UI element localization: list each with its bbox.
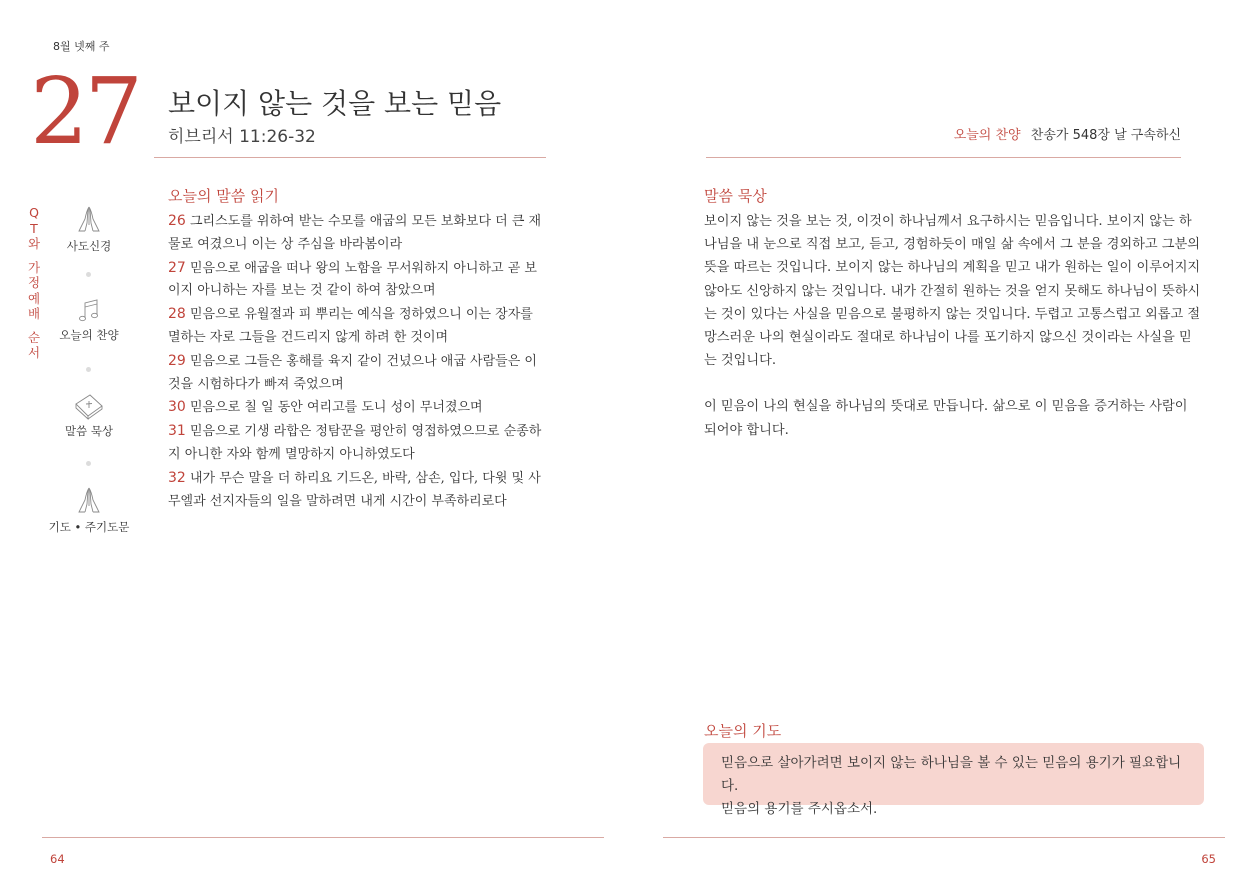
verse-number: 27 bbox=[168, 259, 186, 276]
nav-apostles-creed[interactable] bbox=[44, 205, 134, 254]
prayer-box bbox=[703, 743, 1204, 817]
qt-char: T bbox=[30, 220, 38, 236]
verse-number: 29 bbox=[168, 352, 186, 369]
verse-text: 믿음으로 칠 일 동안 여리고를 도니 성이 무너졌으며 bbox=[189, 400, 483, 416]
page-number-left: 64 bbox=[50, 852, 65, 866]
qt-char: 가 bbox=[27, 259, 41, 275]
qt-char: 와 bbox=[27, 236, 41, 251]
nav-label: 기도 • 주기도문 bbox=[48, 520, 130, 534]
qt-gap bbox=[27, 252, 41, 260]
nav-separator-dot bbox=[86, 461, 91, 466]
verse-number: 31 bbox=[168, 423, 186, 440]
hymn-label: 오늘의 찬양 bbox=[953, 128, 1021, 143]
verse-text: 내가 무슨 말을 더 하리요 기드온, 바락, 삼손, 입다, 다윗 및 사무엘과 선지자들의 일을 말하려면 내게 시간이 부족하리로다 bbox=[168, 470, 541, 509]
meditation-body bbox=[704, 210, 1202, 465]
nav-prayer-lords-prayer[interactable] bbox=[44, 486, 134, 535]
qt-char: 서 bbox=[27, 345, 41, 360]
page-title: 보이지 않는 것을 보는 믿음 bbox=[168, 87, 502, 120]
nav-word-meditation[interactable] bbox=[44, 392, 134, 439]
verse-text: 믿음으로 그들은 홍해를 육지 같이 건넜으나 애굽 사람들은 이것을 시험하다가 빠져 죽었으며 bbox=[168, 353, 537, 392]
verse-number: 30 bbox=[168, 399, 186, 416]
qt-char: 정 bbox=[27, 275, 41, 290]
qt-char: 배 bbox=[27, 306, 41, 321]
music-note-icon bbox=[77, 298, 101, 324]
todays-hymn bbox=[750, 124, 1181, 143]
nav-todays-hymn[interactable] bbox=[44, 298, 134, 343]
qt-worship-order-label bbox=[27, 205, 41, 361]
reading-heading: 오늘의 말씀 읽기 bbox=[168, 187, 279, 205]
meditation-paragraph: 이 믿음이 나의 현실을 하나님의 뜻대로 만듭니다. 삶으로 이 믿음을 증거하는 사람이 되어야 합니다. bbox=[704, 399, 1188, 438]
nav-label: 사도신경 bbox=[66, 239, 112, 253]
nav-label: 말씀 묵상 bbox=[64, 424, 114, 438]
hymn-value: 찬송가 548장 날 구속하신 bbox=[1030, 128, 1181, 143]
prayer-line: 믿음으로 살아가려면 보이지 않는 하나님을 볼 수 있는 믿음의 용기가 필요합니다. bbox=[721, 755, 1182, 794]
prayer-heading: 오늘의 기도 bbox=[704, 722, 782, 740]
meditation-paragraph: 보이지 않는 것을 보는 것, 이것이 하나님께서 요구하시는 믿음입니다. 보이지 않는 하나님을 내 눈으로 직접 보고, 듣고, 경험하듯이 매일 삶 속에서 그 분을 경외하고 그분의 뜻을 따르는 것입니다. 보이지 않는 하나님의 계획을 믿고 내가 원하는 일이 이루어지지 않아도 신앙하지 않는 것입니다. 내가 간절히 원하는 것을 얻지 못해도 하나님이 뜻하시는 것이 있다는 사실을 믿음으로 불평하지 않는 것입니다. 두렵고 고통스럽고 외롭고 절망스러운 나의 현실이라도 절대로 하나님이 나를 포기하지 않으신 것이라는 사실을 믿는 것입니다. bbox=[704, 214, 1201, 369]
scripture-verses bbox=[168, 210, 548, 513]
praying-hands-icon bbox=[75, 205, 103, 235]
verse-text: 믿음으로 애굽을 떠나 왕의 노함을 무서워하지 아니하고 곧 보이지 아니하는 자를 보는 것 같이 하여 참았으며 bbox=[168, 260, 537, 299]
qt-char: 순 bbox=[27, 329, 41, 345]
verse-text: 믿음으로 유월절과 피 뿌리는 예식을 정하였으니 이는 장자를 멸하는 자로 그들을 건드리지 않게 하려 한 것이며 bbox=[168, 307, 533, 345]
nav-separator-dot bbox=[86, 367, 91, 372]
qt-char: Q bbox=[29, 205, 39, 220]
bible-icon bbox=[73, 392, 105, 420]
qt-gap bbox=[27, 322, 41, 330]
verse-number: 28 bbox=[168, 306, 186, 323]
praying-hands-icon bbox=[75, 486, 103, 516]
verse-number: 26 bbox=[168, 213, 186, 229]
verse-text: 믿음으로 기생 라합은 정탐꾼을 평안히 영접하였으므로 순종하지 아니한 자와 함께 멸망하지 아니하였도다 bbox=[168, 424, 542, 462]
header-divider-right bbox=[706, 157, 1181, 158]
verse-text: 그리스도를 위하여 받는 수모를 애굽의 모든 보화보다 더 큰 재물로 여겼으니 이는 상 주심을 바라봄이라 bbox=[168, 214, 542, 252]
footer-divider-right bbox=[663, 837, 1225, 838]
nav-label: 오늘의 찬양 bbox=[59, 328, 119, 342]
prayer-line: 믿음의 용기를 주시옵소서. bbox=[721, 801, 878, 817]
meditation-heading: 말씀 묵상 bbox=[704, 187, 767, 205]
header-divider-left bbox=[154, 157, 546, 158]
footer-divider-left bbox=[42, 837, 604, 838]
verse-number: 32 bbox=[168, 469, 186, 486]
page-number-right: 65 bbox=[1201, 852, 1216, 866]
qt-char: 예 bbox=[27, 290, 41, 306]
nav-separator-dot bbox=[86, 272, 91, 277]
day-number: 27 bbox=[30, 58, 140, 165]
scripture-reference: 히브리서 11:26-32 bbox=[168, 127, 316, 147]
week-label: 8월 넷째 주 bbox=[53, 40, 110, 53]
